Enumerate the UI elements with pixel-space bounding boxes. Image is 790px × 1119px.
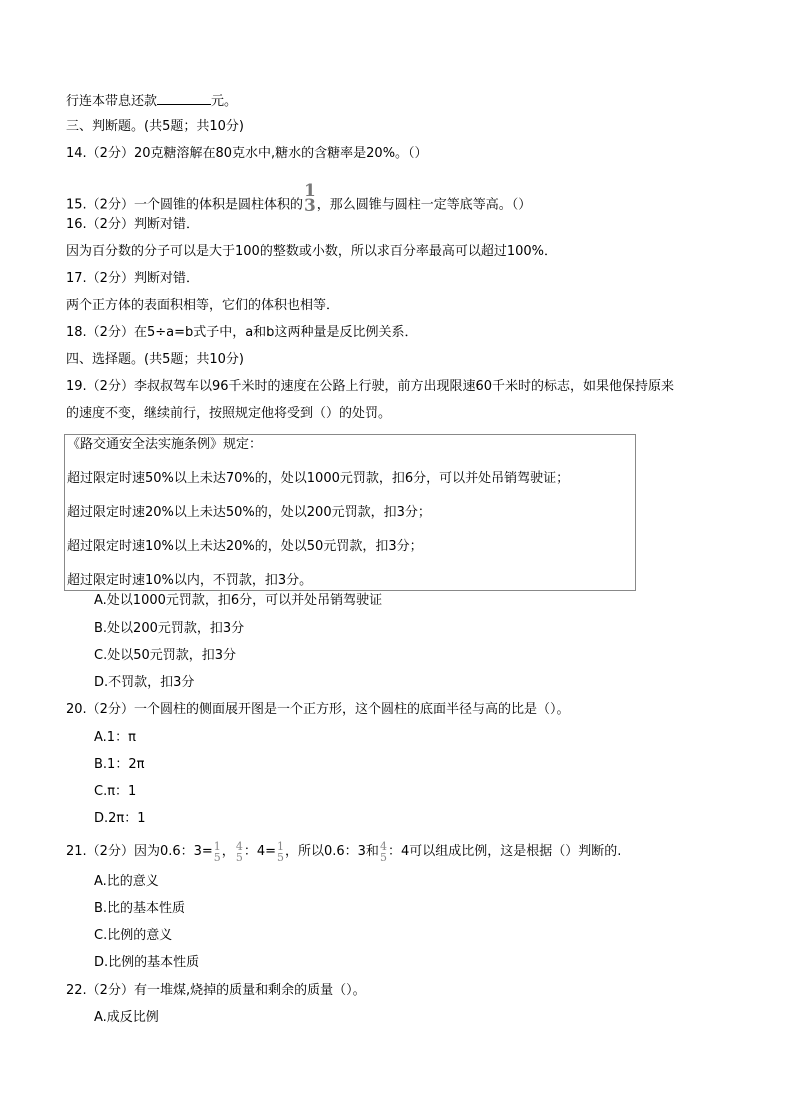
q19-option-b[interactable]: B.处以200元罚款，扣3分 [94, 621, 245, 636]
q21-option-c[interactable]: C.比例的意义 [94, 928, 173, 943]
denominator: 5 [379, 850, 387, 864]
question-15 [66, 181, 532, 220]
text: 15.（2分）一个圆锥的体积是圆柱体积的 [66, 197, 303, 213]
fraction [380, 841, 387, 863]
question-17: 17.（2分）判断对错． [66, 271, 199, 286]
answer-blank[interactable] [157, 92, 211, 105]
question-20: 20.（2分）一个圆柱的侧面展开图是一个正方形，这个圆柱的底面半径与高的比是（）。 [66, 702, 570, 717]
fraction [236, 841, 243, 863]
q20-option-c[interactable]: C.π：1 [94, 784, 137, 799]
fraction [214, 841, 221, 863]
q21-option-d[interactable]: D.比例的基本性质 [94, 955, 200, 970]
text: ， [221, 844, 235, 859]
denominator: 5 [235, 850, 243, 864]
text: ，那么圆锥与圆柱一定等底等高。（） [316, 197, 532, 213]
numerator: 1 [213, 839, 221, 853]
fraction [303, 181, 316, 216]
q20-option-b[interactable]: B.1：2π [94, 757, 145, 772]
text: 21.（2分）因为0.6：3= [66, 844, 213, 859]
numerator: 4 [379, 839, 387, 853]
question-22: 22.（2分）有一堆煤,烧掉的质量和剩余的质量（）。 [66, 983, 366, 998]
text: 行连本带息还款 [66, 94, 158, 109]
traffic-rules-box [64, 434, 636, 591]
question-17-statement: 两个正方体的表面积相等，它们的体积也相等． [66, 298, 340, 313]
q20-option-d[interactable]: D.2π：1 [94, 811, 146, 826]
rule-item: 超过限定时速50%以上未达70%的，处以1000元罚款，扣6分，可以并处吊销驾驶证； [67, 471, 570, 486]
numerator: 1 [276, 839, 284, 853]
text: ：4= [243, 844, 276, 859]
q19-option-d[interactable]: D.不罚款，扣3分 [94, 675, 195, 690]
question-14: 14.（2分）20克糖溶解在80克水中,糖水的含糖率是20%。（） [66, 146, 428, 161]
question-21 [66, 840, 621, 864]
question-18: 18.（2分）在5÷a=b式子中，a和b这两种量是反比例关系． [66, 325, 418, 340]
numerator: 1 [303, 181, 316, 201]
section-title-choice: 四、选择题。(共5题；共10分) [66, 352, 244, 367]
rule-item: 超过限定时速20%以上未达50%的，处以200元罚款，扣3分； [67, 505, 431, 520]
text: ：4可以组成比例，这是根据（）判断的. [387, 844, 622, 859]
question-16-statement: 因为百分数的分子可以是大于100的整数或小数，所以求百分率最高可以超过100%． [66, 244, 557, 259]
section-title-judgement: 三、判断题。(共5题；共10分) [66, 119, 244, 134]
question-16: 16.（2分）判断对错． [66, 217, 199, 232]
q21-option-b[interactable]: B.比的基本性质 [94, 901, 186, 916]
denominator: 3 [303, 196, 316, 216]
fraction [277, 841, 284, 863]
rule-item: 超过限定时速10%以上未达20%的，处以50元罚款，扣3分； [67, 539, 423, 554]
denominator: 5 [213, 850, 221, 864]
continued-question-line [66, 92, 237, 110]
q20-option-a[interactable]: A.1：π [94, 730, 136, 745]
numerator: 4 [235, 839, 243, 853]
rule-item: 超过限定时速10%以内，不罚款，扣3分。 [67, 573, 313, 588]
text: 元。 [211, 94, 238, 109]
denominator: 5 [276, 850, 284, 864]
q19-option-a[interactable]: A.处以1000元罚款，扣6分，可以并处吊销驾驶证 [94, 593, 383, 608]
q22-option-a[interactable]: A.成反比例 [94, 1010, 159, 1025]
question-19-line2: 的速度不变，继续前行，按照规定他将受到（）的处罚。 [66, 406, 392, 421]
q19-option-c[interactable]: C.处以50元罚款，扣3分 [94, 648, 237, 663]
question-19-line1: 19.（2分）李叔叔驾车以96千米时的速度在公路上行驶，前方出现限速60千米时的标志，如果他保持原来 [66, 379, 675, 394]
text: ，所以0.6：3和 [284, 844, 379, 859]
q21-option-a[interactable]: A.比的意义 [94, 874, 159, 889]
rule-title: 《路交通安全法实施条例》规定： [67, 437, 263, 452]
